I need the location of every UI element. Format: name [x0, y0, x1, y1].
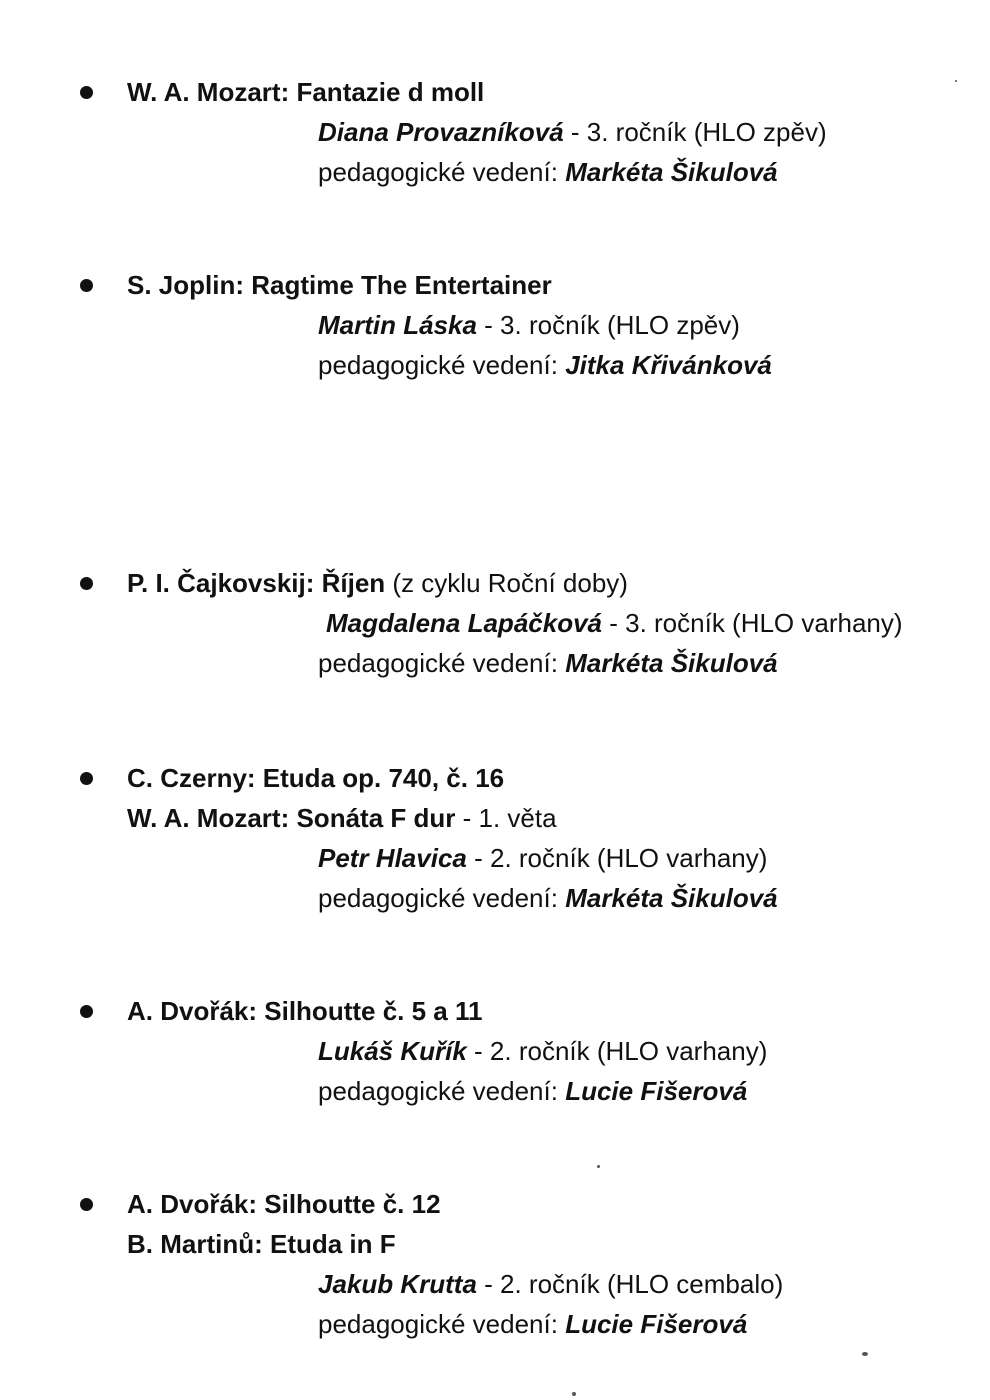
teacher-line	[318, 156, 778, 188]
performer-details: - 2. ročník (HLO varhany)	[466, 1036, 768, 1066]
bullet-icon	[80, 1005, 93, 1018]
piece-title-text: S. Joplin: Ragtime The Entertainer	[127, 270, 552, 300]
scan-speck	[955, 80, 957, 82]
bullet-icon	[80, 86, 93, 99]
piece-title-text: P. I. Čajkovskij: Říjen	[127, 568, 386, 598]
scan-speck	[597, 1165, 600, 1168]
piece-title	[127, 1188, 441, 1220]
performer-details: - 2. ročník (HLO varhany)	[466, 843, 768, 873]
piece-title-rest: - 1. věta	[455, 803, 557, 833]
performer-name: Petr Hlavica	[318, 843, 467, 873]
bullet-icon	[80, 772, 93, 785]
teacher-name: Markéta Šikulová	[565, 648, 778, 678]
teacher-name: Markéta Šikulová	[565, 883, 778, 913]
teacher-name: Markéta Šikulová	[565, 157, 778, 187]
piece-title	[127, 76, 484, 108]
teacher-label: pedagogické vedení:	[318, 1076, 558, 1106]
performer-name: Jakub Krutta	[318, 1269, 477, 1299]
teacher-line	[318, 647, 778, 679]
performer-name: Lukáš Kuřík	[318, 1036, 467, 1066]
teacher-line	[318, 349, 772, 381]
piece-title-text: B. Martinů: Etuda in F	[127, 1229, 396, 1259]
bullet-icon	[80, 577, 93, 590]
teacher-label: pedagogické vedení:	[318, 883, 558, 913]
piece-title-text: A. Dvořák: Silhoutte č. 5 a 11	[127, 996, 483, 1026]
performer-name: Diana Provazníková	[318, 117, 564, 147]
performer-details: - 3. ročník (HLO varhany)	[602, 608, 903, 638]
teacher-name: Lucie Fišerová	[565, 1309, 748, 1339]
scan-speck	[862, 1352, 868, 1356]
performer-line	[318, 842, 767, 874]
piece-title-rest: (z cyklu Roční doby)	[385, 568, 628, 598]
scan-speck	[572, 1392, 576, 1396]
performer-name: Magdalena Lapáčková	[326, 608, 602, 638]
performer-line	[318, 116, 827, 148]
teacher-line	[318, 1075, 747, 1107]
piece-title	[127, 762, 504, 794]
performer-details: - 2. ročník (HLO cembalo)	[476, 1269, 784, 1299]
performer-name: Martin Láska	[318, 310, 477, 340]
piece-title	[127, 802, 557, 834]
performer-line	[318, 309, 740, 341]
teacher-line	[318, 882, 778, 914]
performer-line	[318, 1035, 767, 1067]
performer-line	[318, 1268, 783, 1300]
piece-title-text: A. Dvořák: Silhoutte č. 12	[127, 1189, 441, 1219]
performer-line	[326, 607, 903, 639]
piece-title-text: C. Czerny: Etuda op. 740, č. 16	[127, 763, 505, 793]
performer-details: - 3. ročník (HLO zpěv)	[476, 310, 740, 340]
teacher-line	[318, 1308, 747, 1340]
teacher-name: Lucie Fišerová	[565, 1076, 748, 1106]
piece-title	[127, 995, 482, 1027]
piece-title	[127, 269, 552, 301]
performer-details: - 3. ročník (HLO zpěv)	[563, 117, 827, 147]
piece-title-text: W. A. Mozart: Sonáta F dur	[127, 803, 456, 833]
piece-title-text: W. A. Mozart: Fantazie d moll	[127, 77, 485, 107]
piece-title	[127, 567, 628, 599]
teacher-label: pedagogické vedení:	[318, 648, 558, 678]
bullet-icon	[80, 1198, 93, 1211]
teacher-label: pedagogické vedení:	[318, 350, 558, 380]
piece-title	[127, 1228, 396, 1260]
teacher-label: pedagogické vedení:	[318, 1309, 558, 1339]
teacher-name: Jitka Křivánková	[565, 350, 772, 380]
bullet-icon	[80, 279, 93, 292]
teacher-label: pedagogické vedení:	[318, 157, 558, 187]
